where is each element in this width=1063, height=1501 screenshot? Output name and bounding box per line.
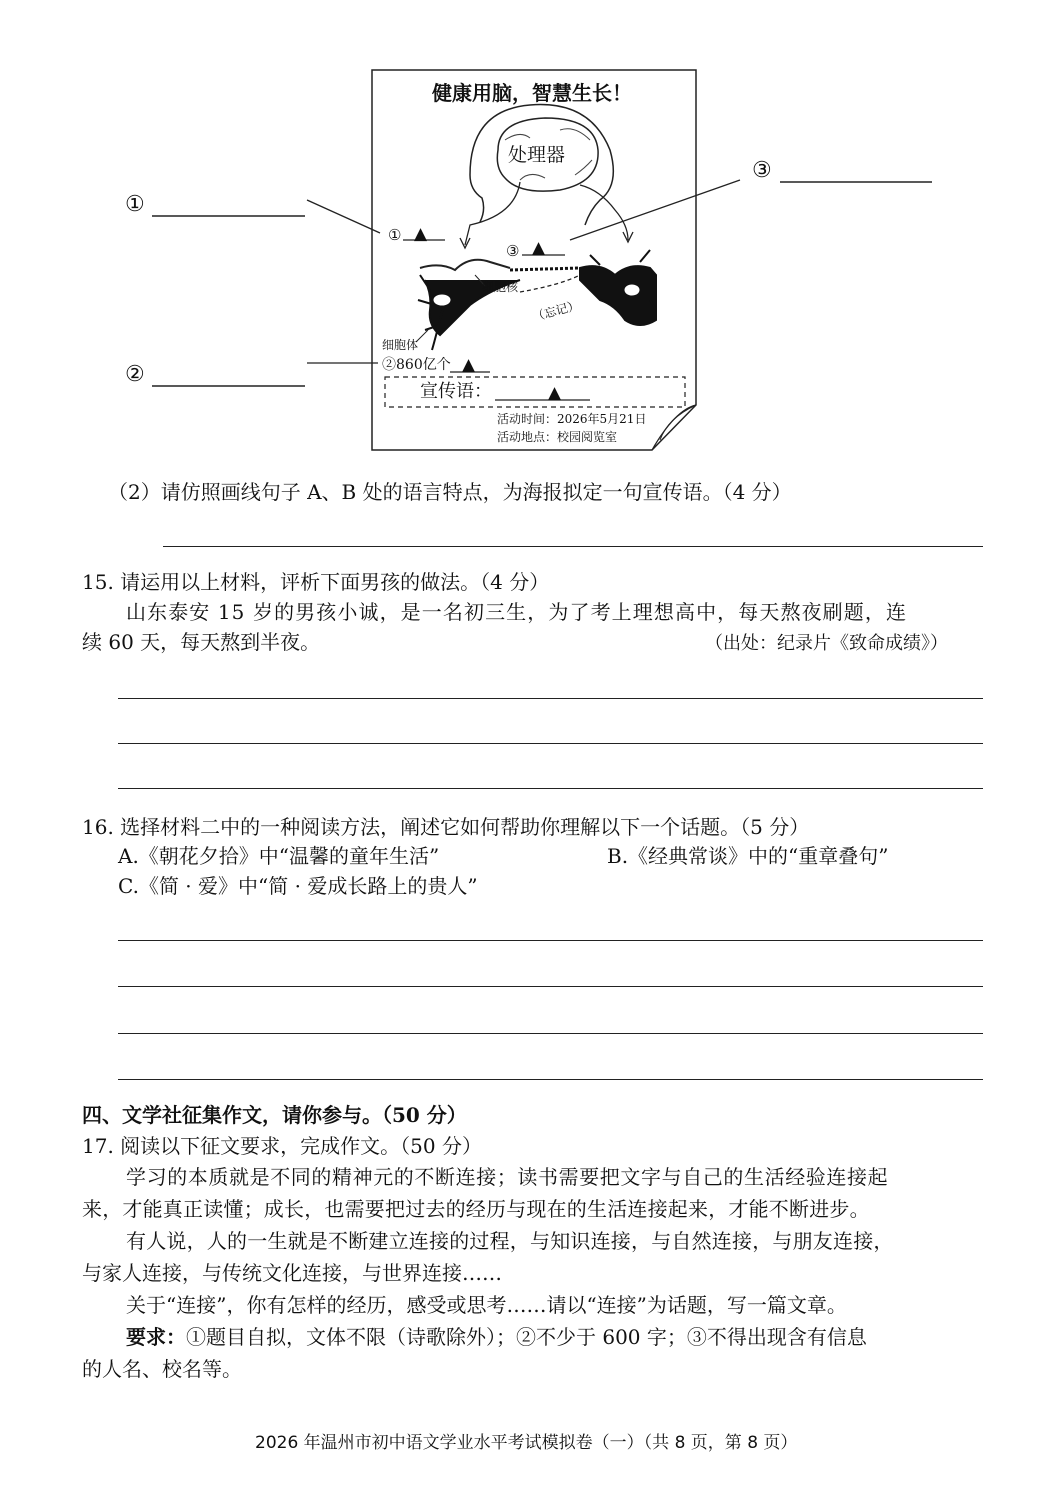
- poster-marker-1: ①: [388, 226, 402, 244]
- answer-line[interactable]: [118, 940, 983, 941]
- answer-line[interactable]: [163, 546, 983, 547]
- poster-marker-2: ②860亿个: [382, 357, 451, 373]
- activity-time: 活动时间：2026年5月21日: [497, 412, 647, 426]
- question-15-line1: 山东泰安 15 岁的男孩小诚，是一名初三生，为了考上理想高中，每天熬夜刷题，连: [126, 600, 908, 624]
- answer-line[interactable]: [118, 743, 983, 744]
- requirements-label: 要求：: [126, 1325, 186, 1349]
- question-16-option-a: A.《朝花夕拾》中“温馨的童年生活”: [118, 844, 440, 868]
- soma-label: 细胞体: [382, 338, 419, 352]
- answer-line[interactable]: [118, 986, 983, 987]
- requirements-line-2: 的人名、校名等。: [82, 1357, 242, 1381]
- processor-label: 处理器: [508, 144, 566, 166]
- question-15-line2: 续 60 天，每天熬到半夜。: [82, 630, 321, 654]
- slogan-label: 宣传语：: [420, 381, 492, 402]
- forget-label: （忘记）: [531, 298, 582, 324]
- activity-place: 活动地点：校园阅览室: [497, 430, 618, 444]
- essay-paragraph-2-line-2: 与家人连接，与传统文化连接，与世界连接……: [82, 1261, 502, 1285]
- section-4-title: 四、文学社征集作文，请你参与。（50 分）: [82, 1103, 467, 1127]
- answer-line[interactable]: [118, 1079, 983, 1080]
- answer-line[interactable]: [118, 1033, 983, 1034]
- poster-title: 健康用脑，智慧生长！: [432, 81, 632, 105]
- answer-marker-2: ②: [125, 362, 145, 387]
- question-16-option-b: B.《经典常谈》中的“重章叠句”: [607, 844, 889, 868]
- answer-marker-3: ③: [752, 158, 772, 183]
- requirements-line-1: ①题目自拟，文体不限（诗歌除外）；②不少于 600 字；③不得出现含有信息: [186, 1325, 867, 1349]
- triangle-2: ▲: [462, 355, 476, 375]
- triangle-3: ▲: [532, 238, 546, 258]
- answer-line[interactable]: [118, 788, 983, 789]
- page-footer: 2026 年温州市初中语文学业水平考试模拟卷（一）（共 8 页，第 8 页）: [255, 1433, 798, 1453]
- question-15-source: （出处：纪录片《致命成绩》）: [705, 633, 948, 654]
- essay-paragraph-1-line-2: 来，才能真正读懂；成长，也需要把过去的经历与现在的生活连接起来，才能不断进步。: [82, 1197, 870, 1221]
- answer-line[interactable]: [118, 698, 983, 699]
- answer-marker-1: ①: [125, 192, 145, 217]
- question-17-stem: 17. 阅读以下征文要求，完成作文。（50 分）: [82, 1134, 482, 1158]
- question-16-option-c: C.《简 · 爱》中“简 · 爱成长路上的贵人”: [118, 874, 478, 898]
- essay-paragraph-3: 关于“连接”，你有怎样的经历，感受或思考……请以“连接”为话题，写一篇文章。: [126, 1293, 847, 1317]
- question-15-stem: 15. 请运用以上材料，评析下面男孩的做法。（4 分）: [82, 570, 550, 594]
- question-14-2: （2）请仿照画线句子 A、B 处的语言特点，为海报拟定一句宣传语。（4 分）: [108, 480, 792, 504]
- triangle-1: ▲: [414, 224, 428, 244]
- essay-paragraph-1-line-1: 学习的本质就是不同的精神元的不断连接；读书需要把文字与自己的生活经验连接起: [126, 1165, 889, 1189]
- essay-paragraph-2-line-1: 有人说，人的一生就是不断建立连接的过程，与知识连接，与自然连接，与朋友连接，: [126, 1229, 894, 1253]
- triangle-slogan: ▲: [548, 383, 562, 403]
- nucleus-label: 细胞核: [482, 280, 519, 294]
- poster-marker-3: ③: [506, 242, 520, 260]
- question-16-stem: 16. 选择材料二中的一种阅读方法，阐述它如何帮助你理解以下一个话题。（5 分）: [82, 815, 810, 839]
